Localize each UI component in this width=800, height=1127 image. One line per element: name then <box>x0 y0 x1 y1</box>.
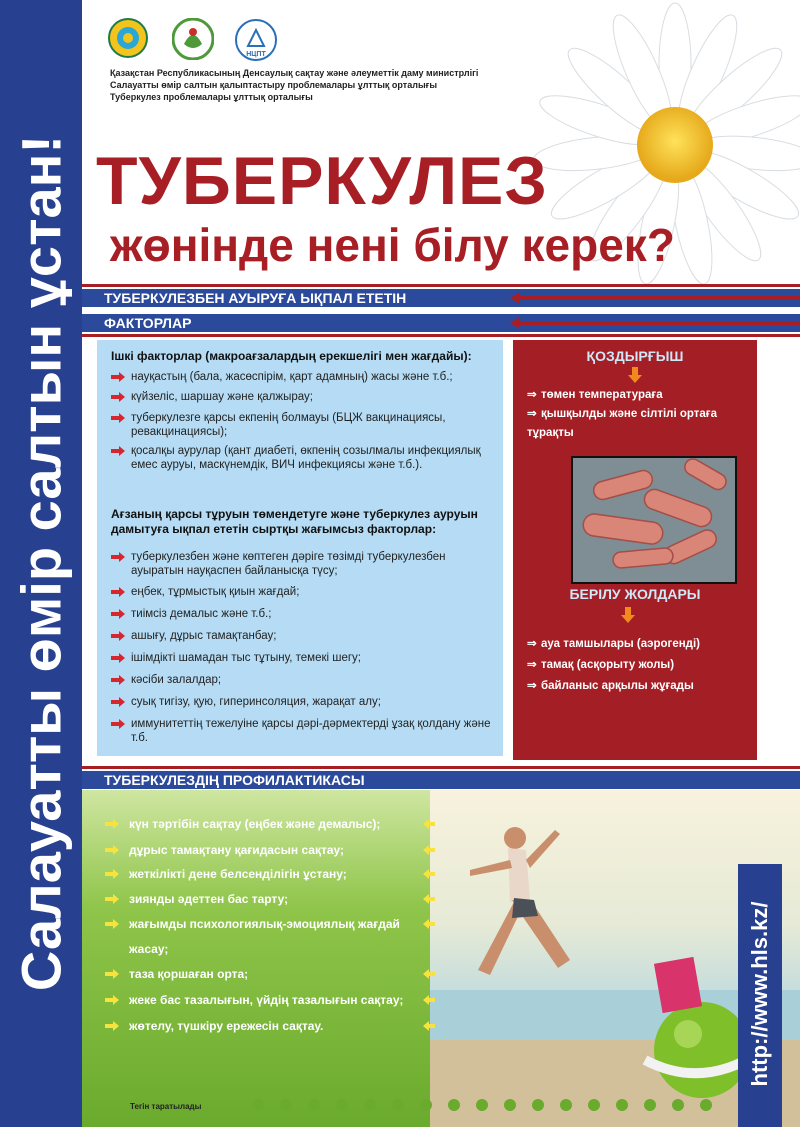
prevention-item-text: жеткілікті дене белсенділігін ұстану; <box>129 867 347 881</box>
red-arrow-icon <box>111 675 125 685</box>
external-factor-text: иммунитеттің тежелуіне қарсы дәрі-дәрмектерді ұзақ қолдану және т.б. <box>131 718 491 744</box>
external-factor-item <box>111 717 493 745</box>
external-factors-heading: Ағзаның қарсы тұруын төмендетуге және туберкулез ауруын дамытуға ықпал ететін сыртқы жағымсыз факторлар: <box>111 507 478 536</box>
decorative-dot <box>448 1099 460 1111</box>
decorative-dot <box>308 1099 320 1111</box>
internal-factors-heading: Ішкі факторлар (макроағзалардың ерекшелігі мен жағдайы): <box>111 349 472 363</box>
external-factor-text: тиімсіз демалыс және т.б.; <box>131 608 272 620</box>
transmission-item <box>527 656 747 675</box>
arrow-stripe-icon <box>500 289 800 307</box>
prevention-item <box>105 816 435 832</box>
prevention-bar <box>82 771 800 789</box>
pathogen-item-text: қышқылды және сілтілі ортаға тұрақты <box>527 408 717 439</box>
internal-factor-item <box>111 444 493 472</box>
transmission-item <box>527 677 747 696</box>
external-factor-text: суық тигізу, қую, гиперинсоляция, жарақат алу; <box>131 696 381 708</box>
arrow-stripe-icon <box>500 314 800 332</box>
bullet-arrow-icon: ⇒ <box>527 408 537 420</box>
prevention-title: ТУБЕРКУЛЕЗДІҢ ПРОФИЛАКТИКАСЫ <box>104 772 365 788</box>
prevention-item <box>105 966 435 982</box>
yellow-arrow-icon <box>105 969 119 979</box>
yellow-arrow-icon <box>105 919 119 929</box>
ministry-lines <box>110 67 478 103</box>
factors-bar-line1-text: ТУБЕРКУЛЕЗБЕН АУЫРУҒА ЫҚПАЛ ЕТЕТІН <box>104 290 407 306</box>
internal-factor-text: күйзеліс, шаршау және қалжырау; <box>131 391 313 403</box>
yellow-left-arrow-icon <box>423 819 435 829</box>
free-distribution-note: Тегін таратылады <box>130 1102 202 1111</box>
prevention-item-text: дұрыс тамақтану қағидасын сақтау; <box>129 843 345 857</box>
prevention-item-text: таза қоршаған орта; <box>129 967 249 981</box>
transmission-item-text: байланыс арқылы жұғады <box>541 680 694 692</box>
internal-factor-item <box>111 411 493 439</box>
prevention-item-text: жағымды психологиялық-эмоциялық жағдай <box>129 917 400 931</box>
yellow-arrow-icon <box>105 869 119 879</box>
internal-factor-text: науқастың (бала, жасөспірім, қарт адамның) жасы және т.б.; <box>131 371 453 383</box>
red-arrow-icon <box>111 609 125 619</box>
red-arrow-icon <box>111 372 125 382</box>
ministry-line-3: Туберкулез проблемалары ұлттық орталығы <box>110 92 313 102</box>
internal-factor-text: туберкулезге қарсы екпенің болмауы (БЦЖ вакцинациясы, ревакцинациясы); <box>131 412 446 438</box>
decorative-dot <box>672 1099 684 1111</box>
external-factor-text: кәсіби залалдар; <box>131 674 222 686</box>
bullet-arrow-icon: ⇒ <box>527 680 537 692</box>
decorative-dot <box>616 1099 628 1111</box>
yellow-arrow-icon <box>105 1021 119 1031</box>
pathogen-title: ҚОЗДЫРҒЫШ <box>586 348 684 364</box>
transmission-item-text: тамақ (асқорыту жолы) <box>541 659 675 671</box>
prevention-item-text: күн тәртібін сақтау (еңбек және демалыс); <box>129 817 381 831</box>
bacteria-image <box>571 456 737 584</box>
factors-bar-line1 <box>82 289 800 307</box>
internal-factor-item <box>111 370 493 384</box>
decorative-dot <box>252 1099 264 1111</box>
ncpt-logo-text: НЦПТ <box>246 51 266 58</box>
red-arrow-icon <box>111 631 125 641</box>
yellow-arrow-icon <box>105 995 119 1005</box>
external-factor-text: ішімдікті шамадан тыс тұтыну, темекі шегу; <box>131 652 362 664</box>
external-factor-item <box>111 585 493 599</box>
red-arrow-icon <box>111 719 125 729</box>
bullet-arrow-icon: ⇒ <box>527 389 537 401</box>
prevention-item-text: жеке бас тазалығын, үйдің тазалығын сақтау; <box>129 993 404 1007</box>
website-link[interactable]: http://www.hls.kz/ <box>747 901 772 1087</box>
ncpt-logo <box>234 18 274 58</box>
vertical-slogan: Салауатты өмір салтын ұстан! <box>9 134 73 992</box>
factors-panel <box>97 340 503 756</box>
ministry-line-2: Салауатты өмір салтын қалыптастыру проблемалары ұлттық орталығы <box>110 80 438 90</box>
orange-down-arrow-icon <box>621 607 635 623</box>
red-arrow-icon <box>111 413 125 423</box>
prevention-item <box>105 842 435 858</box>
pathogen-item <box>527 405 747 443</box>
decorative-dot <box>504 1099 516 1111</box>
decorative-dot <box>644 1099 656 1111</box>
external-factor-item <box>111 695 493 709</box>
yellow-left-arrow-icon <box>423 845 435 855</box>
page-title: ТУБЕРКУЛЕЗ <box>96 143 548 219</box>
internal-factor-text: қосалқы аурулар (қант диабеті, өкпенің созылмалы инфекциялық емес ауруы, маскүнемдік, ВИЧ инфекциясы және т.б.). <box>131 445 481 471</box>
external-factor-item <box>111 550 493 578</box>
yellow-arrow-icon <box>105 894 119 904</box>
divider-line <box>82 284 800 287</box>
prevention-item <box>105 1018 435 1034</box>
decorative-dot <box>336 1099 348 1111</box>
decorative-dot <box>280 1099 292 1111</box>
decorative-dot <box>532 1099 544 1111</box>
transmission-title: БЕРІЛУ ЖОЛДАРЫ <box>569 586 701 602</box>
bullet-arrow-icon: ⇒ <box>527 638 537 650</box>
external-factor-text: туберкулезбен және көптеген дәріге төзімді туберкулезбен ауыратын науқаспен байланысқа түсу; <box>131 551 446 577</box>
yellow-arrow-icon <box>105 819 119 829</box>
decorative-dot <box>364 1099 376 1111</box>
decorative-dot <box>700 1099 712 1111</box>
external-factor-item <box>111 673 493 687</box>
orange-down-arrow-icon <box>628 367 642 383</box>
pathogen-item-text: төмен температураға <box>541 389 663 401</box>
prevention-item-text: жасау; <box>129 942 169 956</box>
external-factor-text: еңбек, тұрмыстық қиын жағдай; <box>131 586 300 598</box>
red-arrow-icon <box>111 552 125 562</box>
factors-bar-line2-text: ФАКТОРЛАР <box>104 315 192 331</box>
decorative-dot <box>420 1099 432 1111</box>
red-arrow-icon <box>111 697 125 707</box>
prevention-item <box>105 916 435 932</box>
divider-line <box>82 334 800 337</box>
decorative-dot <box>560 1099 572 1111</box>
factors-bar-line2 <box>82 314 800 332</box>
external-factor-text: ашығу, дұрыс тамақтанбау; <box>131 630 277 642</box>
decorative-dot <box>476 1099 488 1111</box>
coat-of-arms-logo <box>108 18 148 58</box>
red-arrow-icon <box>111 446 125 456</box>
yellow-arrow-icon <box>105 845 119 855</box>
transmission-item <box>527 635 747 654</box>
red-arrow-icon <box>111 392 125 402</box>
yellow-left-arrow-icon <box>423 969 435 979</box>
red-arrow-icon <box>111 587 125 597</box>
bullet-arrow-icon: ⇒ <box>527 659 537 671</box>
external-factor-item <box>111 607 493 621</box>
prevention-item-continuation <box>105 941 435 957</box>
prevention-item-text: зиянды әдеттен бас тарту; <box>129 892 289 906</box>
external-factor-item <box>111 629 493 643</box>
prevention-item <box>105 891 435 907</box>
red-arrow-icon <box>111 653 125 663</box>
decorative-dot <box>588 1099 600 1111</box>
page-subtitle: жөнінде нені білу керек? <box>110 219 675 271</box>
prevention-item-text: жөтелу, түшкіру ережесін сақтау. <box>129 1019 324 1033</box>
external-factor-item <box>111 651 493 665</box>
prevention-item <box>105 866 435 882</box>
internal-factor-item <box>111 390 493 404</box>
yellow-left-arrow-icon <box>423 919 435 929</box>
pathogen-item <box>527 386 747 405</box>
yellow-left-arrow-icon <box>423 894 435 904</box>
ministry-line-1: Қазақстан Республикасының Денсаулық сақтау және әлеуметтік даму министрлігі <box>110 68 479 78</box>
yellow-left-arrow-icon <box>423 1021 435 1031</box>
yellow-left-arrow-icon <box>423 995 435 1005</box>
yellow-left-arrow-icon <box>423 869 435 879</box>
divider-line <box>82 766 800 769</box>
prevention-item <box>105 992 435 1008</box>
transmission-item-text: ауа тамшылары (аэрогенді) <box>541 638 700 650</box>
healthy-lifestyle-logo <box>172 18 212 58</box>
decorative-dot <box>392 1099 404 1111</box>
